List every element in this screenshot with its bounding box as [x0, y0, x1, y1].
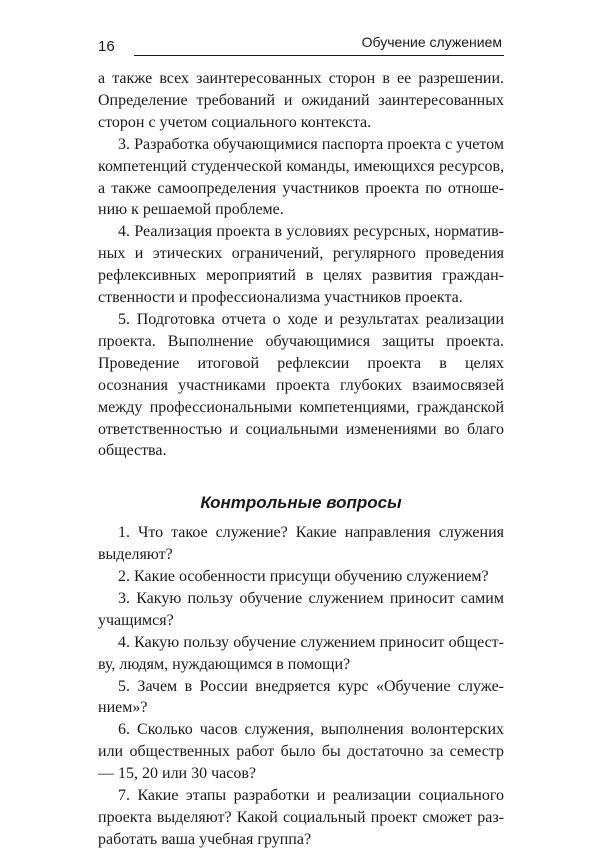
paragraph: 5. Подготовка отчета о ходе и результатах реализации проекта. Выполнение обучающимися защиты проекта. Проведение итоговой рефлексии проекта в целях осознания участниками проекта глубоких взаимосвязей между профессиональными компетенциями, гражданской ответственностью и социальными изменениями во благо общества.	[98, 310, 504, 460]
question-item: 6. Сколько часов служения, выполнения волонтерских или общественных работ было бы достаточно за семестр — 15, 20 или 30 часов?	[98, 721, 504, 783]
question-item: 5. Зачем в России внедряется курс «Обучение служением»?	[98, 677, 504, 717]
paragraph: а также всех заинтересованных сторон в ее разрешении. Определение требований и ожиданий заинтересованных сторон с учетом социального контекста.	[98, 70, 504, 131]
paragraph: 3. Разработка обучающимися паспорта проекта с учетом компетенций студенческой команды, имеющихся ресурсов, а также самоопределения участников проекта по отношению к решаемой проблеме.	[98, 135, 504, 219]
question-item: 1. Что такое служение? Какие направления служения выделяют?	[98, 524, 504, 564]
section-title: Контрольные вопросы	[200, 493, 402, 513]
question-item: 7. Какие этапы разработки и реализации социального проекта выделяют? Какой социальный проект сможет разработать ваша учебная группа?	[98, 787, 504, 848]
question-item: 4. Какую пользу обучение служением приносит обществу, людям, нуждающимся в помощи?	[98, 633, 504, 673]
question-item: 3. Какую пользу обучение служением приносит самим учащимся?	[98, 589, 504, 629]
page-body	[98, 68, 504, 851]
question-item: 2. Какие особенности присущи обучению служением?	[118, 568, 489, 586]
paragraph: 4. Реализация проекта в условиях ресурсных, нормативных и этических ограничений, регулярного проведения рефлексивных мероприятий в целях развития гражданственности и профессионализма участников проекта.	[98, 223, 504, 307]
running-title: Обучение служением	[361, 34, 502, 50]
page-number: 16	[98, 38, 115, 55]
header-rule	[134, 55, 504, 56]
